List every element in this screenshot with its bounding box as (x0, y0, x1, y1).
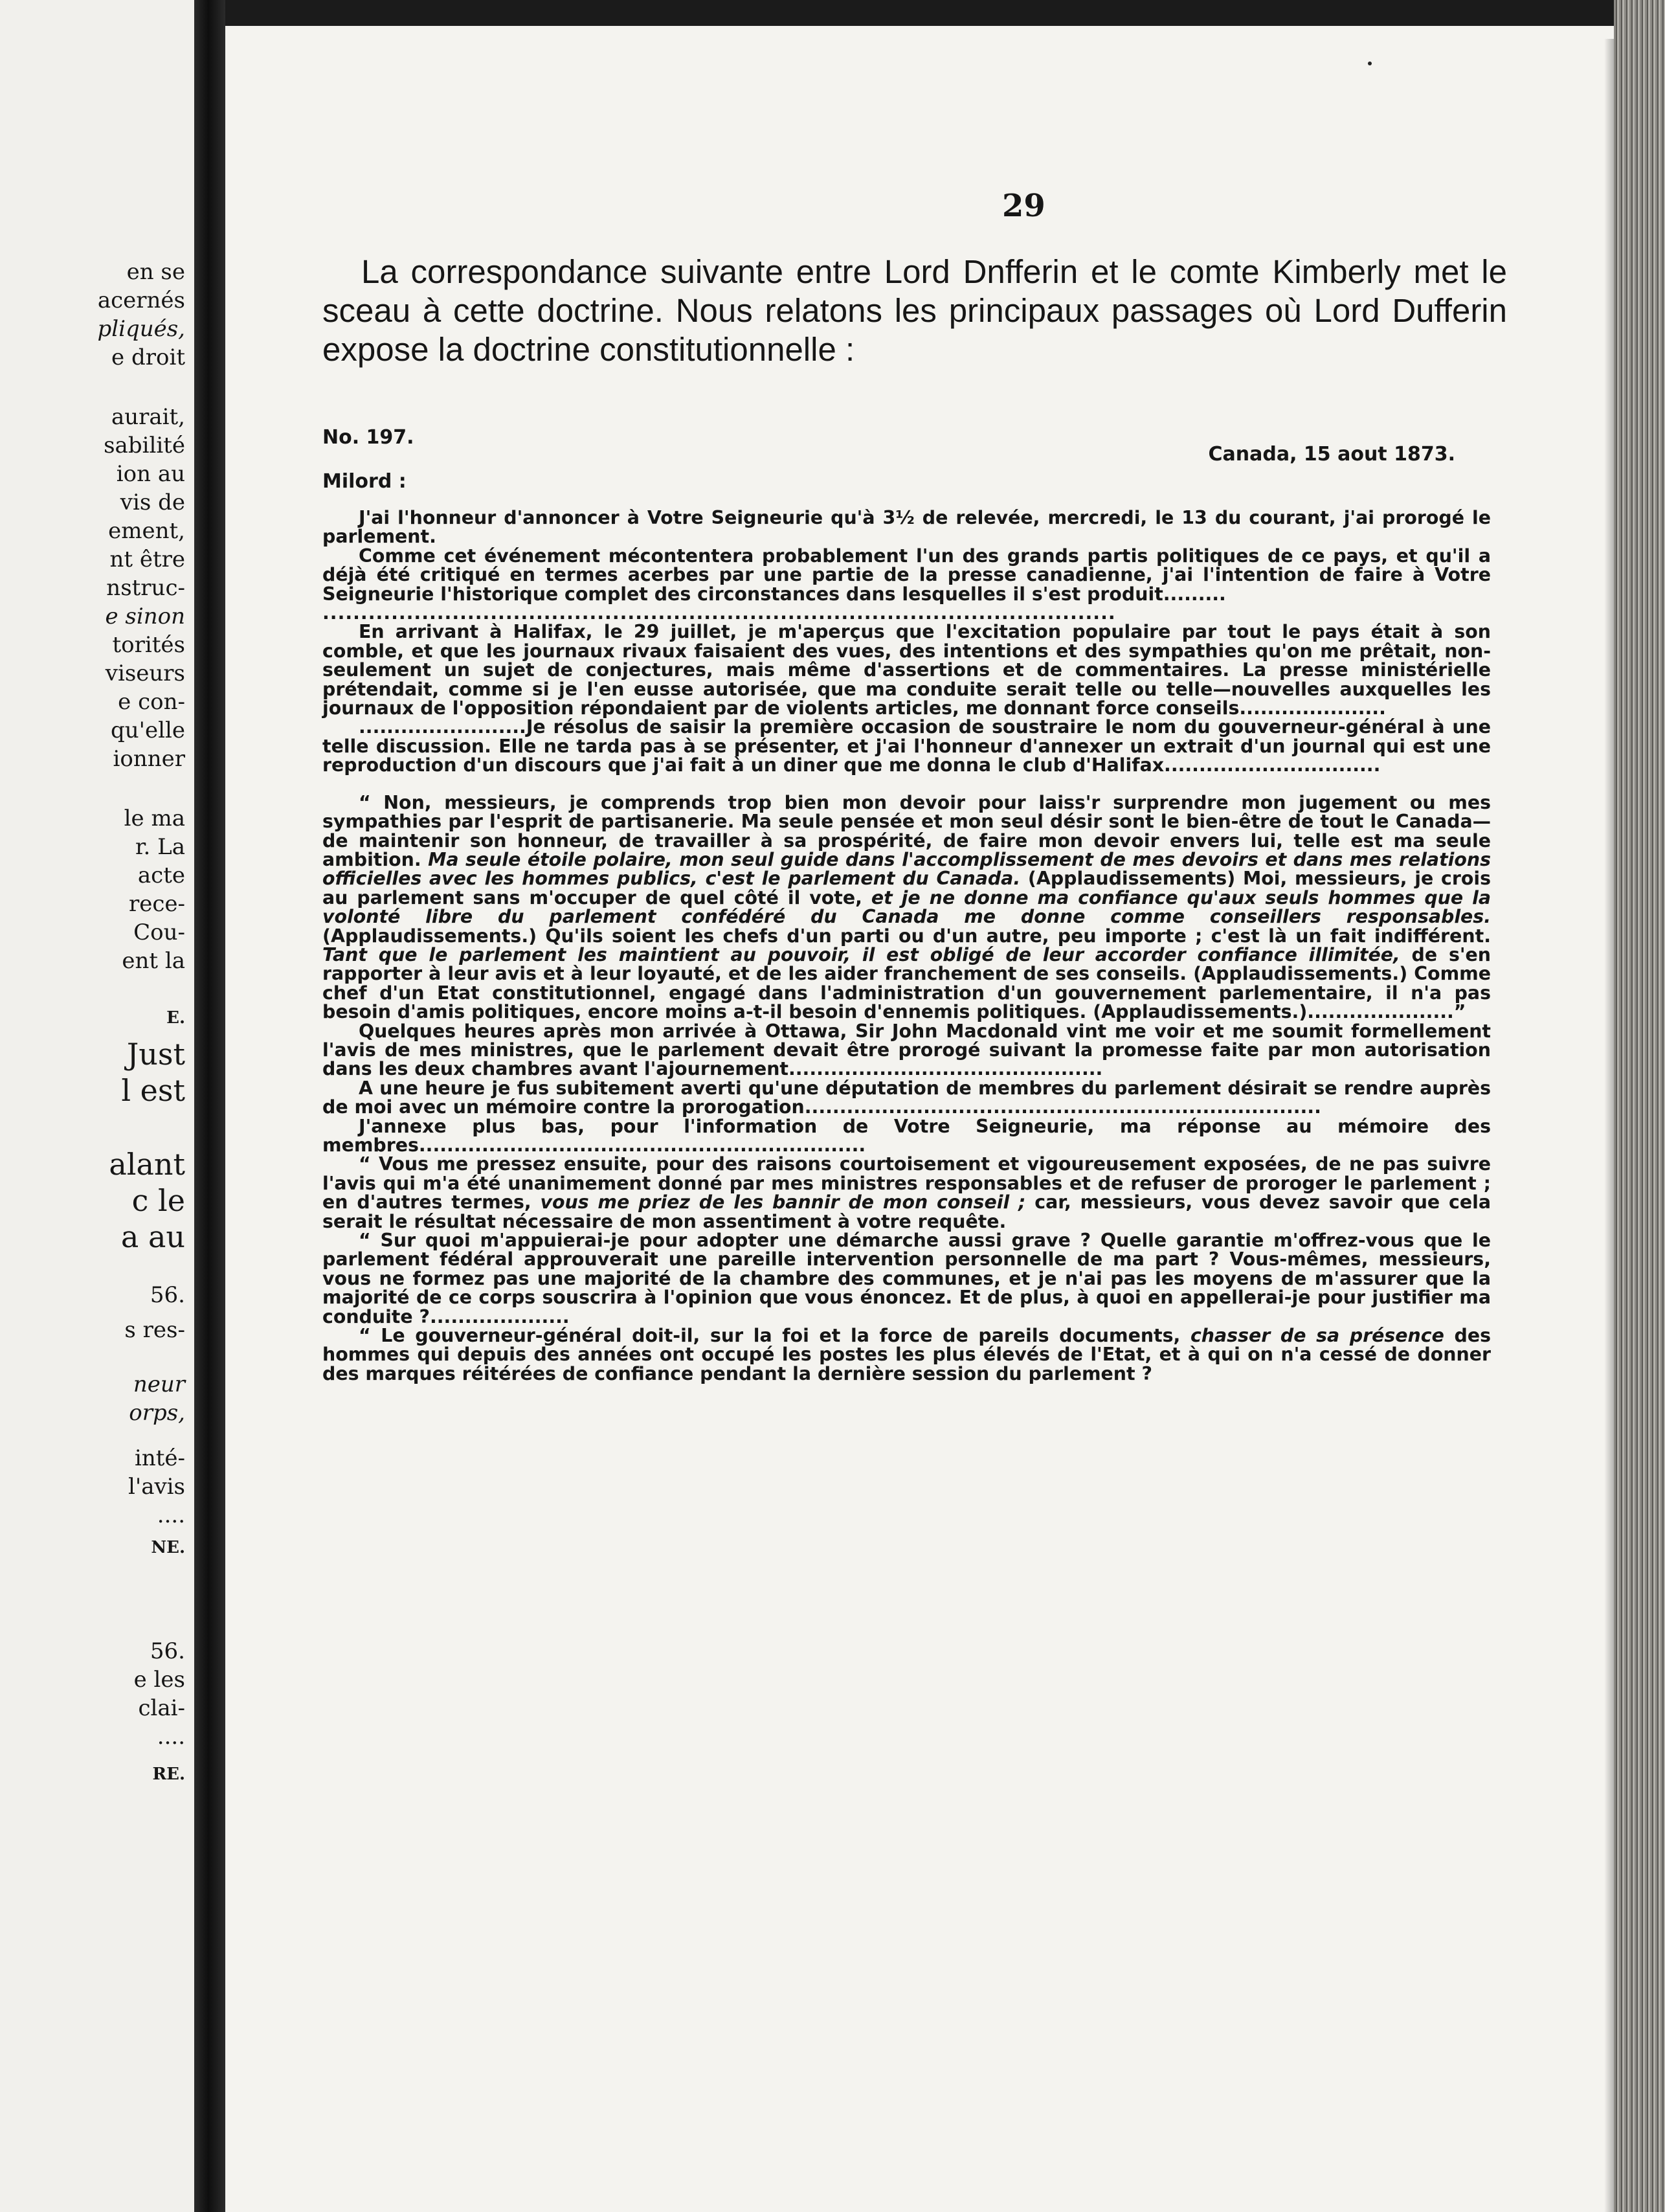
left-page-line: sabilité (104, 433, 185, 458)
left-page-line: r. La (135, 834, 185, 860)
left-page-line: ionner (113, 746, 185, 772)
speech-quote-paragraph (322, 793, 1491, 1022)
intro-paragraph: La correspondance suivante entre Lord Dnfferin et le comte Kimberly met le sceau à cette doctrine. Nous relatons les principaux passages où Lord Dufferin expose la doctrine constitutionnelle : (322, 253, 1507, 368)
left-page-line: qu'elle (111, 717, 185, 743)
letter-paragraph: ........................Je résolus de saisir la première occasion de soustraire le nom du gouverneur-général à une telle discussion. Elle ne tarda pas à se présenter, et j'ai l'honneur d'annexer un extrait d'un journal qui est une reproduction d'un discours que j'ai fait à un diner que me donna le club d'Halifax............................... (322, 716, 1491, 776)
left-page-line: Cou- (133, 920, 185, 945)
left-page-line: Just (126, 1037, 185, 1072)
left-page-line: e con- (118, 689, 185, 715)
letter-date: Canada, 15 aout 1873. (1208, 443, 1455, 466)
left-page-line: acernés (97, 288, 185, 313)
left-page-line: inté- (134, 1445, 185, 1471)
left-page-line: en se (126, 259, 185, 285)
left-page-line: viseurs (105, 660, 185, 686)
speech-text: “ Non, messieurs, je comprends trop bien mon devoir pour laiss'r surprendre mon jugement ou mes sympathies par l'esprit de partisanerie. Ma seule pensée et mon seul désir sont le bien-être de tout le Canada—de maintenir son honneur, de travailler à sa prospérité, de faire mon devoir envers lui, telle est ma seule ambition. (322, 791, 1491, 870)
speech-text: de s'en rapporter à leur avis et à leur loyauté, et de les aider franchement de ses conseils. (Applaudissements.) Comme chef d'un Etat constitutionnel, engagé dans l'administration d'un gouvernement parlementaire, il n'a pas besoin d'amis politiques, encore moins a-t-il besoin d'ennemis politiques. (Applaudissements.).....................” (322, 943, 1491, 1023)
left-page-line: NE. (151, 1538, 185, 1557)
reply-quote-paragraph (322, 1326, 1491, 1383)
previous-page-strip (0, 0, 194, 2212)
left-page-line: l est (121, 1073, 185, 1108)
left-page-line: l'avis (128, 1474, 185, 1500)
reply-quote-paragraph (322, 1155, 1491, 1231)
left-page-line: e sinon (105, 604, 185, 629)
letter-paragraph: A une heure je fus subitement averti qu'une députation de membres du parlement désirait se rendre auprès de moi avec un mémoire contre la prorogation.......................................................................... (322, 1077, 1491, 1118)
reply-text: “ Le gouverneur-général doit-il, sur la foi et la force de pareils documents, (359, 1325, 1190, 1347)
speech-italic-text: et je ne donne ma confiance qu'aux seuls hommes que la volonté libre du parlement confédéré du Canada me donne comme conseillers responsables. (322, 886, 1491, 928)
left-page-line: e droit (111, 344, 185, 370)
left-page-line: rece- (128, 891, 185, 917)
speech-italic-text: Tant que le parlement les maintient au pouvoir, il est obligé de leur accorder confiance illimitée, (322, 943, 1400, 965)
book-page-edges (1614, 0, 1665, 2212)
left-page-line: orps, (129, 1400, 185, 1426)
left-page-line: ion au (116, 461, 185, 487)
left-page-line: c le (131, 1183, 185, 1218)
reply-italic-text: chasser de sa présence (1190, 1325, 1444, 1347)
left-page-line: torités (112, 632, 185, 658)
left-page-line: pliqués, (97, 316, 185, 342)
letter-body (322, 508, 1491, 1383)
reply-text: “ Vous me pressez ensuite, pour des raisons courtoisement et vigoureusement exposées, de ne pas suivre l'avis qui m'a été unanimement donné par mes ministres responsables et de refuser de proroger le parlement ; en d'autres termes, (322, 1153, 1491, 1213)
letter-paragraph: Comme cet événement mécontentera probablement l'un des grands partis politiques de ce pays, et qu'il a déjà été critiqué en termes acerbes par une partie de la presse canadienne, j'ai l'intention de faire à Votre Seigneurie l'historique complet des circonstances dans lesquelles il s'est produit......... (322, 545, 1491, 605)
left-page-line: a au (120, 1219, 185, 1254)
left-page-line: aurait, (111, 404, 185, 430)
left-page-line: clai- (138, 1695, 185, 1721)
letter-salutation: Milord : (322, 470, 407, 493)
left-page-line: .... (157, 1502, 185, 1528)
letter-paragraph: Quelques heures après mon arrivée à Ottawa, Sir John Macdonald vint me voir et me soumit formellement l'avis de mes ministres, que le parlement devait être prorogé suivant la promesse faite par mon autorisation dans les deux chambres avant l'ajournement............................................. (322, 1020, 1491, 1080)
left-page-line: nt être (109, 547, 185, 572)
book-gutter (194, 0, 225, 2212)
speech-italic-text: Ma seule étoile polaire, mon seul guide dans l'accomplissement de mes devoirs et dans mes relations officielles avec les hommes publics, c'est le parlement du Canada. (322, 848, 1492, 890)
left-page-line: s res- (124, 1317, 185, 1343)
reply-italic-text: vous me priez de les bannir de mon conseil ; (540, 1191, 1026, 1213)
left-page-line: .... (157, 1724, 185, 1750)
reply-quote-paragraph: “ Sur quoi m'appuierai-je pour adopter une démarche aussi grave ? Quelle garantie m'offrez-vous que le parlement fédéral approuverait une pareille intervention personnelle de ma part ? Vous-mêmes, messieurs, vous ne formez pas une majorité de la chambre des communes, et je n'ai pas les moyens de m'assurer que la majorité de ce corps souscrira à l'opinion que vous énoncez. Et de plus, à quoi en appellerai-je pour justifier ma conduite ?.................... (322, 1230, 1491, 1327)
left-page-line: nstruc- (106, 575, 185, 601)
letter-number: No. 197. (322, 426, 414, 449)
speech-text: (Applaudissements) Moi, messieurs, je crois au parlement sans m'occuper de quel côté il vote, (322, 868, 1491, 909)
left-page-line: 56. (150, 1638, 185, 1664)
letter-paragraph: J'annexe plus bas, pour l'information de Votre Seigneurie, ma réponse au mémoire des membres................................................................ (322, 1115, 1491, 1156)
left-page-line: e les (133, 1667, 185, 1693)
left-page-line: alant (109, 1147, 185, 1182)
left-page-line: acte (137, 863, 185, 888)
letter-paragraph: En arrivant à Halifax, le 29 juillet, je m'aperçus que l'excitation populaire par tout le pays était à son comble, et que les journaux rivaux faisaient des vues, des intentions et des sympathies qu'on me prêtait, non-seulement un sujet de conjectures, mais même d'assertions et de commentaires. La presse ministérielle prétendait, comme si je l'en eusse autorisée, que ma conduite serait telle ou telle—nouvelles auxquelles les journaux de l'opposition répondaient par de violents articles, me donnant force conseils..................... (322, 621, 1491, 719)
ink-speck (1368, 62, 1372, 65)
left-page-line: 56. (150, 1282, 185, 1308)
left-page-line: neur (133, 1371, 185, 1397)
left-page-line: ent la (122, 948, 185, 974)
reply-text: des hommes qui depuis des années ont occupé les postes les plus élevés de l'Etat, et à qui on n'a cessé de donner des marques réitérées de confiance pendant la dernière session du parlement ? (322, 1325, 1491, 1384)
page-number: 29 (1002, 188, 1045, 224)
left-page-line: ement, (108, 518, 185, 544)
speech-text: (Applaudissements.) Qu'ils soient les chefs d'un parti ou d'un autre, peu importe ; c'est là un fait indifférent. (322, 925, 1491, 947)
left-page-line: E. (166, 1008, 185, 1028)
ellipsis-line: ........................................................................................................ (322, 602, 1116, 624)
letter-paragraph: J'ai l'honneur d'annoncer à Votre Seigneurie qu'à 3½ de relevée, mercredi, le 13 du courant, j'ai prorogé le parlement. (322, 507, 1491, 548)
letter-header (322, 426, 1455, 504)
left-page-line: le ma (124, 806, 185, 831)
left-page-line: vis de (120, 490, 185, 515)
left-page-line: RE. (152, 1765, 185, 1784)
book-page (225, 26, 1614, 2212)
reply-text: car, messieurs, vous devez savoir que cela serait le résultat nécessaire de mon assentiment à votre requête. (322, 1191, 1491, 1232)
